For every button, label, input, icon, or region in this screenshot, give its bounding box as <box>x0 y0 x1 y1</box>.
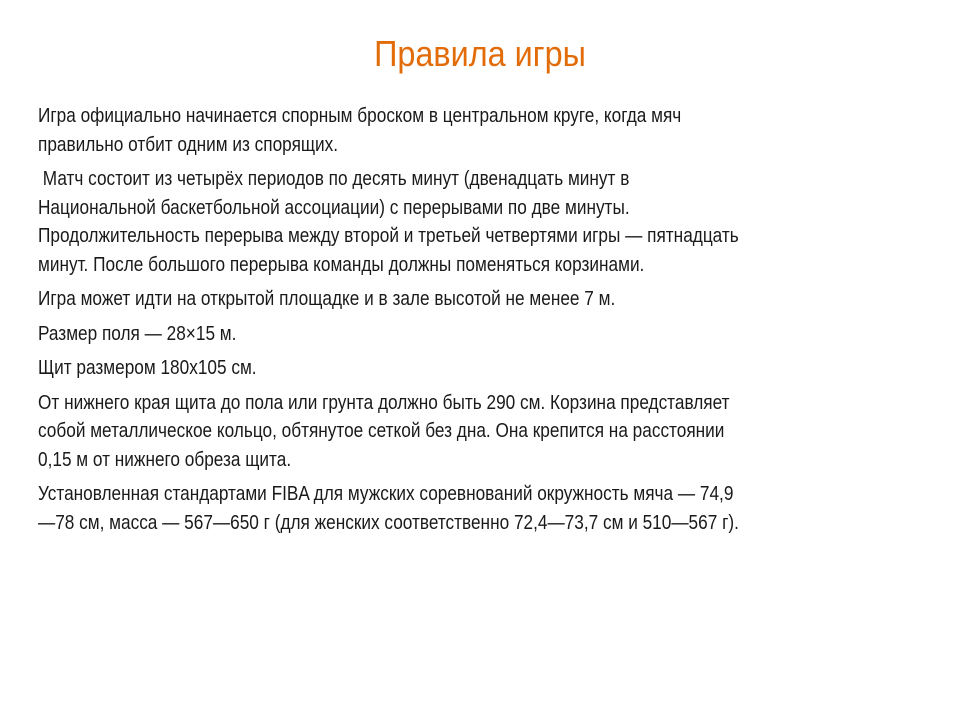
slide-title: Правила игры <box>374 33 586 74</box>
text-line: Игра официально начинается спорным броском в центральном круге, когда мяч <box>38 104 682 127</box>
paragraph-jump-ball <box>38 102 938 159</box>
text-line: Продолжительность перерыва между второй и третьей четвертями игры — пятнадцать <box>38 224 739 247</box>
text-line: От нижнего края щита до пола или грунта должно быть 290 см. Корзина представляет <box>38 390 730 414</box>
paragraph-venue <box>38 285 938 314</box>
text-line: собой металлическое кольцо, обтянутое сеткой без дна. Она крепится на расстоянии <box>38 419 725 442</box>
text-line: Игра может идти на открытой площадке и в зале высотой не менее 7 м. <box>38 287 616 310</box>
paragraph-court-size <box>38 320 938 349</box>
paragraph-ball <box>38 480 938 537</box>
text-line: минут. После большого перерыва команды должны поменяться корзинами. <box>38 252 645 276</box>
slide-body <box>38 102 938 543</box>
text-line: Размер поля — 28×15 м. <box>38 321 237 345</box>
paragraph-basket <box>38 389 938 475</box>
text-line: Щит размером 180х105 см. <box>38 356 257 379</box>
text-line: —78 см, масса — 567—650 г (для женских соответственно 72,4—73,7 см и 510—567 г). <box>38 510 739 534</box>
text-line: Установленная стандартами FIBA для мужских соревнований окружность мяча — 74,9 <box>38 482 734 505</box>
text-line: 0,15 м от нижнего обреза щита. <box>38 447 292 471</box>
text-line: правильно отбит одним из спорящих. <box>38 132 339 156</box>
text-line: Национальной баскетбольной ассоциации) с перерывами по две минуты. <box>38 195 630 219</box>
paragraph-periods <box>38 165 938 279</box>
text-line: Матч состоит из четырёх периодов по десять минут (двенадцать минут в <box>38 167 630 190</box>
paragraph-backboard-size <box>38 354 938 383</box>
